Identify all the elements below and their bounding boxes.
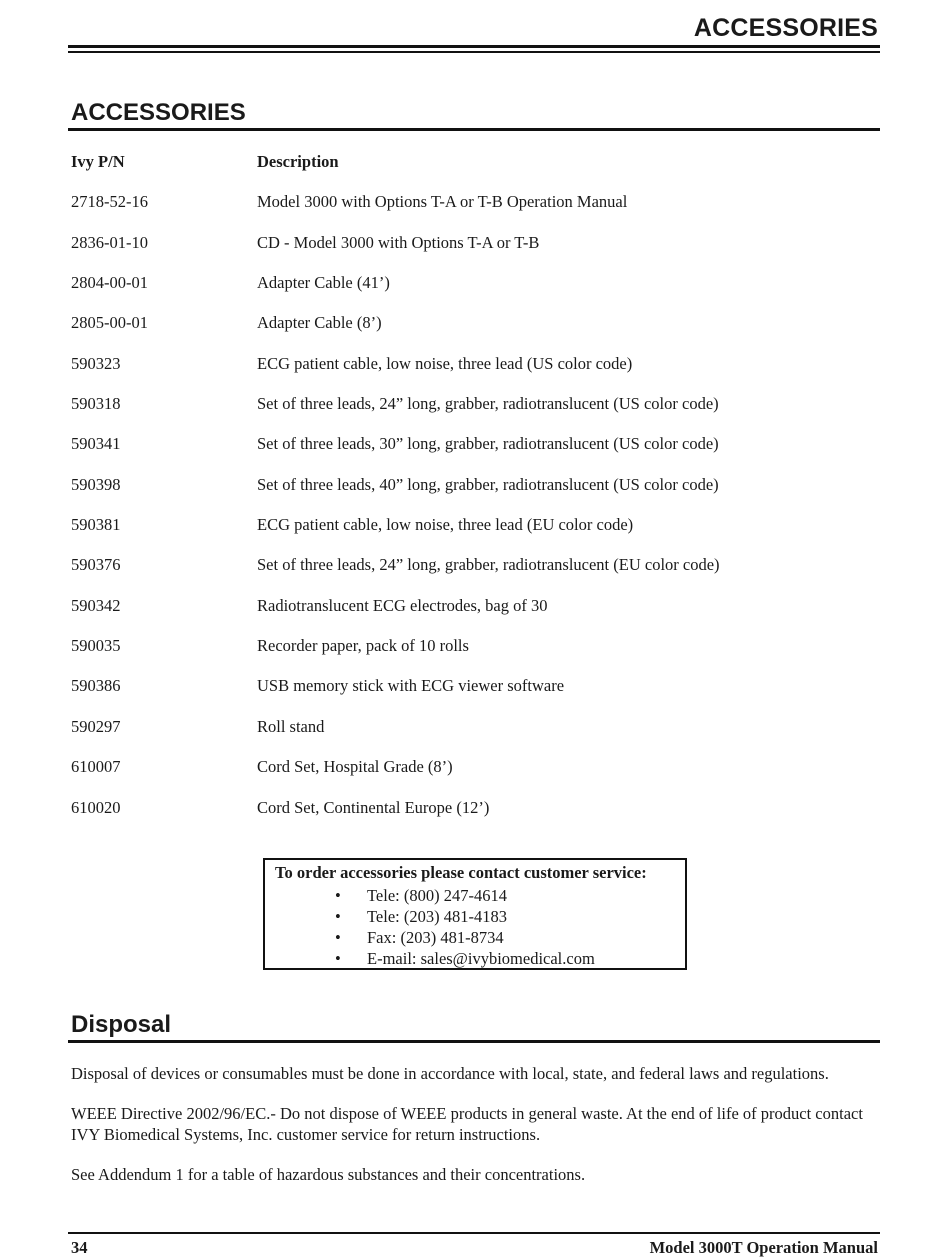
part-number: 2718-52-16 [71, 192, 148, 212]
disposal-paragraph-1: Disposal of devices or consumables must be done in accordance with local, state, and federal laws and regulations. [71, 1064, 829, 1083]
contact-fax: Fax: (203) 481-8734 [367, 928, 504, 947]
part-description: Set of three leads, 24” long, grabber, radiotranslucent (US color code) [257, 394, 719, 414]
part-description: USB memory stick with ECG viewer software [257, 676, 565, 696]
part-number: 610020 [71, 797, 121, 817]
contact-email: E-mail: sales@ivybiomedical.com [367, 949, 595, 968]
bullet-icon: • [335, 949, 341, 968]
bullet-icon: • [335, 907, 341, 926]
bullet-icon: • [335, 886, 341, 905]
table-row [71, 354, 871, 394]
part-number: 2836-01-10 [71, 232, 148, 252]
part-number: 2805-00-01 [71, 313, 148, 333]
bullet-icon: • [335, 928, 341, 947]
table-row [71, 676, 871, 716]
accessories-table [71, 152, 871, 838]
part-description: Set of three leads, 30” long, grabber, radiotranslucent (US color code) [257, 434, 719, 454]
part-description: CD - Model 3000 with Options T-A or T-B [257, 232, 540, 252]
header-rule-thick [68, 45, 880, 48]
order-box-title: To order accessories please contact customer service: [275, 863, 647, 882]
table-header-row [71, 152, 871, 192]
part-description: Set of three leads, 24” long, grabber, radiotranslucent (EU color code) [257, 555, 720, 575]
footer-manual-title: Model 3000T Operation Manual [649, 1238, 878, 1257]
table-row [71, 515, 871, 555]
table-row [71, 636, 871, 676]
footer-rule [68, 1232, 880, 1234]
part-number: 590342 [71, 595, 121, 615]
part-number: 590035 [71, 636, 121, 656]
running-header-title: ACCESSORIES [693, 14, 878, 42]
table-row [71, 434, 871, 474]
header-rule-thin [68, 51, 880, 53]
part-description: ECG patient cable, low noise, three lead (EU color code) [257, 515, 634, 535]
page-number: 34 [71, 1238, 88, 1257]
contact-phone-2: Tele: (203) 481-4183 [367, 907, 507, 926]
part-number: 590341 [71, 434, 121, 454]
column-header-pn: Ivy P/N [71, 152, 125, 171]
table-row [71, 475, 871, 515]
part-description: Recorder paper, pack of 10 rolls [257, 636, 469, 656]
part-description: Model 3000 with Options T-A or T-B Operation Manual [257, 192, 628, 212]
part-description: Set of three leads, 40” long, grabber, radiotranslucent (US color code) [257, 474, 719, 494]
section-rule-accessories [68, 128, 880, 131]
contact-phone-1: Tele: (800) 247-4614 [367, 886, 507, 905]
section-title-disposal: Disposal [71, 1011, 172, 1038]
table-row [71, 233, 871, 273]
section-title-accessories: ACCESSORIES [71, 99, 246, 126]
column-header-description: Description [257, 152, 339, 171]
order-contact-box [263, 858, 687, 970]
part-description: Adapter Cable (41’) [257, 273, 390, 293]
part-description: Cord Set, Hospital Grade (8’) [257, 757, 453, 777]
part-description: Adapter Cable (8’) [257, 313, 382, 333]
table-row [71, 596, 871, 636]
part-number: 610007 [71, 757, 121, 777]
table-row [71, 394, 871, 434]
table-row [71, 555, 871, 595]
table-row [71, 717, 871, 757]
table-row [71, 313, 871, 353]
part-description: ECG patient cable, low noise, three lead (US color code) [257, 353, 633, 373]
table-row [71, 273, 871, 313]
table-row [71, 798, 871, 838]
part-description: Roll stand [257, 716, 325, 736]
part-description: Cord Set, Continental Europe (12’) [257, 797, 490, 817]
part-number: 2804-00-01 [71, 273, 148, 293]
part-number: 590386 [71, 676, 121, 696]
table-row [71, 757, 871, 797]
disposal-paragraph-2: WEEE Directive 2002/96/EC.- Do not dispose of WEEE products in general waste. At the end of life of product contact IVY Biomedical Systems, Inc. customer service for return instructions. [71, 1104, 863, 1144]
part-number: 590398 [71, 474, 121, 494]
section-rule-disposal [68, 1040, 880, 1043]
part-number: 590381 [71, 515, 121, 535]
disposal-paragraph-3: See Addendum 1 for a table of hazardous substances and their concentrations. [71, 1165, 586, 1184]
part-description: Radiotranslucent ECG electrodes, bag of 30 [257, 595, 548, 615]
part-number: 590297 [71, 716, 121, 736]
part-number: 590318 [71, 394, 121, 414]
table-row [71, 192, 871, 232]
part-number: 590323 [71, 353, 121, 373]
part-number: 590376 [71, 555, 121, 575]
